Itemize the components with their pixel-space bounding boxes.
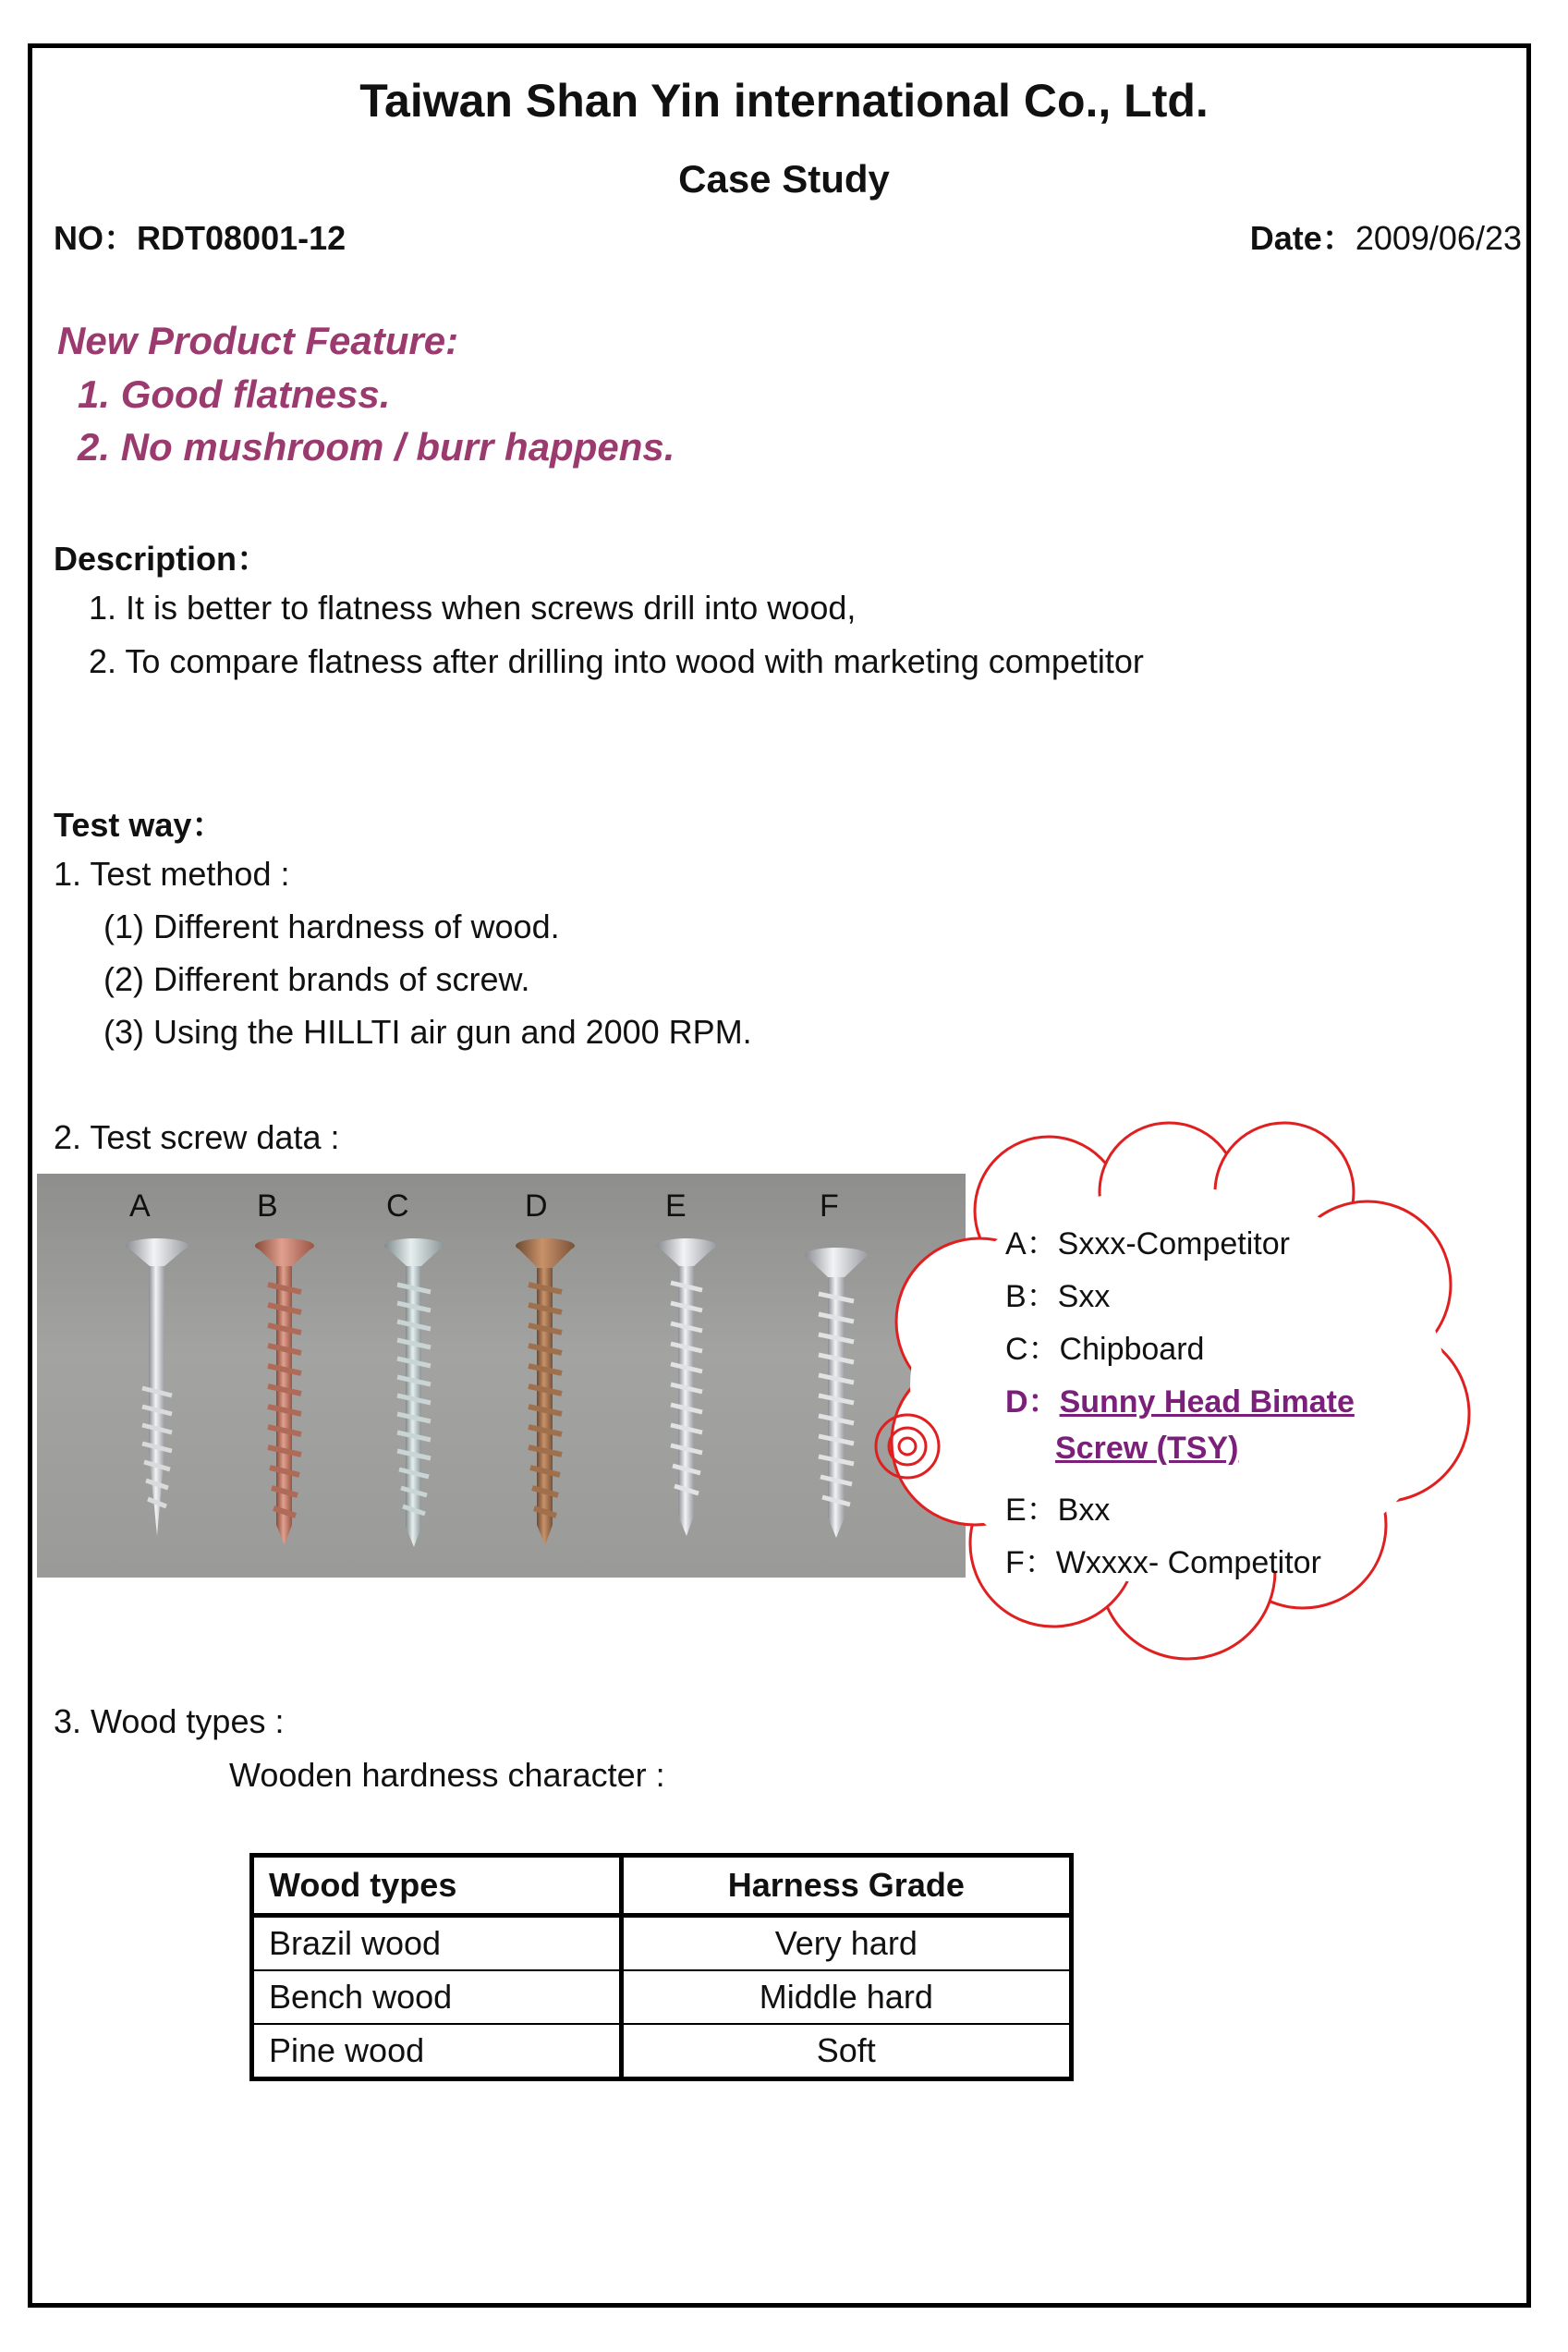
feature-heading: New Product Feature: <box>57 319 459 362</box>
hardness-grade-cell: Soft <box>621 2024 1071 2079</box>
hardness-grade-cell: Very hard <box>621 1916 1071 1971</box>
column-header-wood-types: Wood types <box>252 1856 622 1916</box>
screw-data-title: 2. Test screw data : <box>54 1118 340 1156</box>
screw-label-c: C <box>386 1188 409 1224</box>
company-name: Taiwan Shan Yin international Co., Ltd. <box>359 75 1209 127</box>
column-header-hardness-grade: Harness Grade <box>621 1856 1071 1916</box>
date-value: 2009/06/23 <box>1355 219 1522 257</box>
legend-item-b: B：Sxx <box>1005 1279 1111 1314</box>
document-number <box>54 213 346 260</box>
description-item: 2. To compare flatness after drilling into wood with marketing competitor <box>89 642 1144 680</box>
table-row <box>252 1970 1072 2024</box>
screw-label-b: B <box>257 1188 278 1224</box>
wood-hardness-table <box>249 1853 1074 2081</box>
screws-illustration <box>37 1174 966 1578</box>
wood-type-cell: Brazil wood <box>252 1916 622 1971</box>
screw-label-f: F <box>820 1188 839 1224</box>
screw-a-icon <box>126 1238 188 1536</box>
date-label: Date： <box>1249 219 1355 257</box>
test-method-item: (1) Different hardness of wood. <box>103 908 560 945</box>
screw-d-icon <box>516 1238 575 1545</box>
table-row <box>252 1916 1072 1971</box>
screw-c-icon <box>384 1238 444 1547</box>
legend-item-c: C：Chipboard <box>1005 1332 1205 1367</box>
screw-label-a: A <box>129 1188 151 1224</box>
document-date <box>1250 213 1522 260</box>
description-heading: Description： <box>54 540 271 578</box>
legend-item-d-name-cont: Screw (TSY) <box>1055 1431 1239 1466</box>
description-item: 1. It is better to flatness when screws drill into wood, <box>89 589 857 627</box>
legend-item-d-name: Sunny Head Bimate <box>1059 1384 1355 1420</box>
document-type: Case Study <box>678 157 890 201</box>
test-method-item: (3) Using the HILLTI air gun and 2000 RPM. <box>103 1013 752 1051</box>
table-header-row <box>252 1856 1072 1916</box>
screw-label-d: D <box>525 1188 548 1224</box>
number-label: NO： <box>54 219 138 257</box>
legend-item-a: A：Sxxx-Competitor <box>1005 1226 1290 1261</box>
number-value: RDT08001-12 <box>137 219 346 257</box>
feature-item: 2. No mushroom / burr happens. <box>78 425 675 469</box>
legend-item-e: E：Bxx <box>1005 1493 1111 1528</box>
test-method-item: (2) Different brands of screw. <box>103 960 530 998</box>
wood-type-cell: Pine wood <box>252 2024 622 2079</box>
screw-label-e: E <box>665 1188 687 1224</box>
legend-item-d-label: D： <box>1005 1384 1060 1420</box>
test-way-heading: Test way： <box>54 806 225 844</box>
wood-types-subtitle: Wooden hardness character : <box>229 1756 665 1794</box>
wood-type-cell: Bench wood <box>252 1970 622 2024</box>
table-row <box>252 2024 1072 2079</box>
legend-item-f: F：Wxxxx- Competitor <box>1005 1545 1321 1580</box>
legend-item-d <box>1005 1376 1355 1421</box>
test-method-title: 1. Test method : <box>54 855 290 893</box>
hardness-grade-cell: Middle hard <box>621 1970 1071 2024</box>
legend-item-d-continued <box>1055 1431 1238 1467</box>
screw-b-icon <box>255 1238 314 1545</box>
feature-item: 1. Good flatness. <box>78 372 391 416</box>
screw-photo <box>37 1174 966 1578</box>
wood-types-title: 3. Wood types : <box>54 1702 285 1740</box>
screw-f-icon <box>805 1248 868 1538</box>
screw-e-icon <box>657 1238 716 1536</box>
